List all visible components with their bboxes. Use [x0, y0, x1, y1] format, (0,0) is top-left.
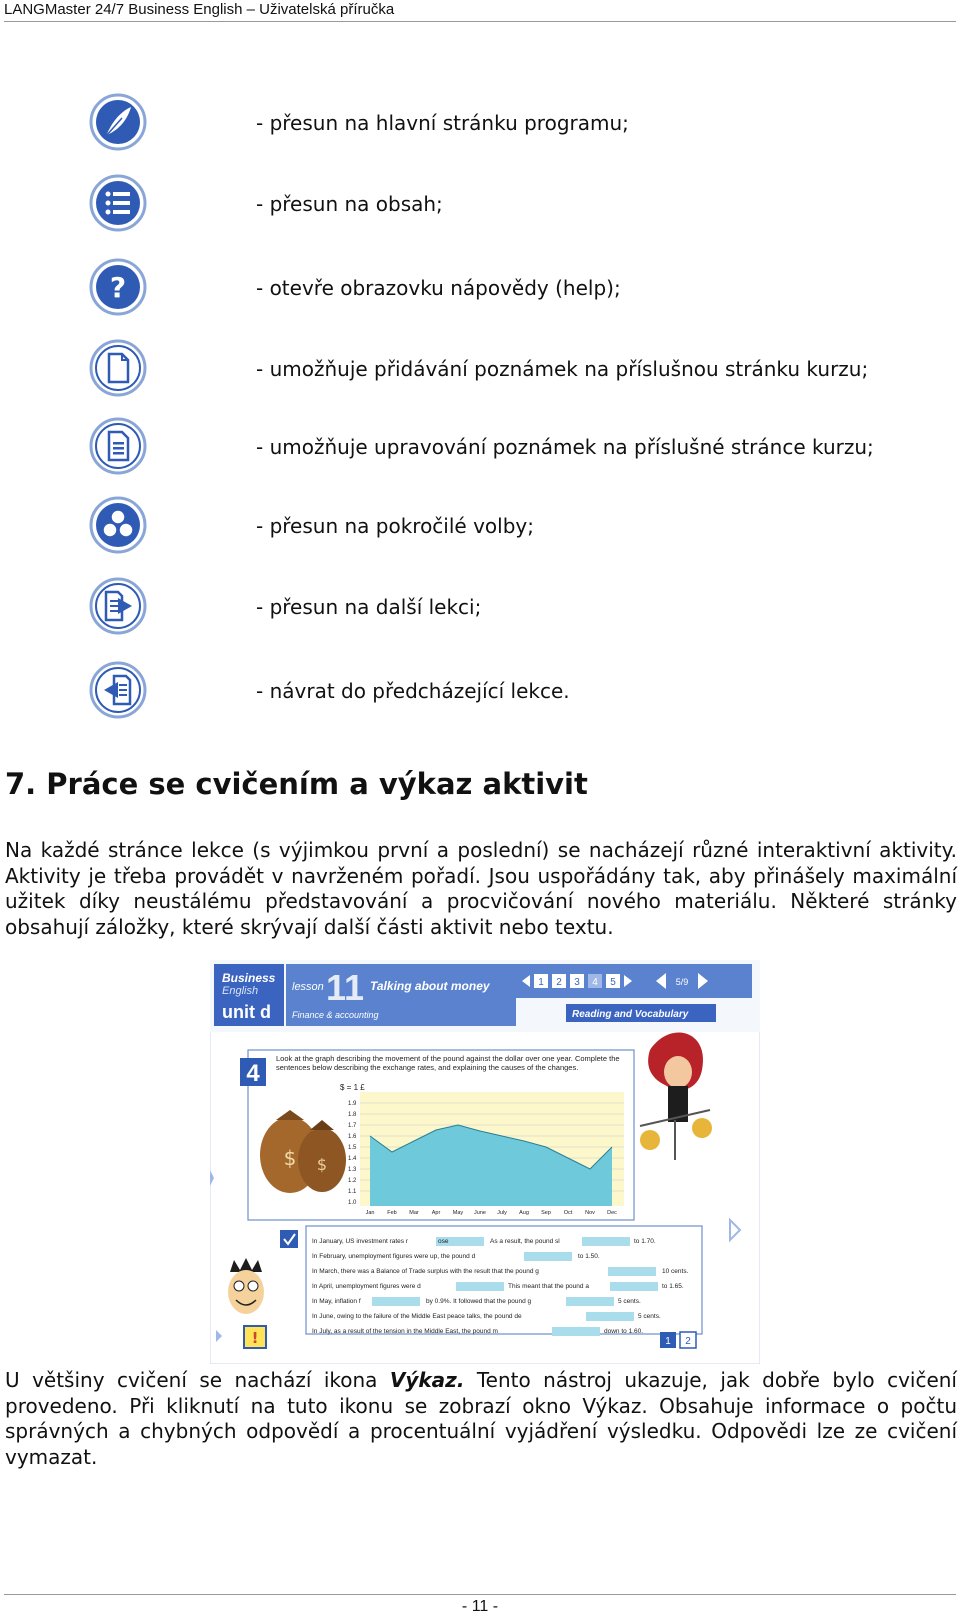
sentence-5: In May, inflation f — [312, 1298, 361, 1305]
icon-desc: - otevře obrazovku nápovědy (help); — [256, 276, 621, 300]
header-title: LANGMaster 24/7 Business English – Uživatelská příručka — [4, 1, 395, 18]
sentence-4-mid: This meant that the pound a — [508, 1283, 589, 1290]
tab-label: 1 — [665, 1336, 671, 1347]
ytick: 1.0 — [348, 1200, 357, 1206]
edit-note-icon[interactable] — [88, 416, 148, 476]
xtick: Feb — [387, 1210, 397, 1216]
xtick: Oct — [563, 1210, 573, 1216]
sentence-3-blank[interactable] — [608, 1267, 656, 1276]
xtick: Nov — [585, 1210, 595, 1216]
icon-desc: - umožňuje přidávání poznámek na příslušnou stránku kurzu; — [256, 357, 869, 381]
check-answers-button[interactable] — [280, 1230, 298, 1248]
xtick: Aug — [519, 1210, 529, 1216]
xtick: Mar — [409, 1210, 419, 1216]
lesson-screenshot — [210, 960, 760, 1364]
ytick: 1.3 — [348, 1167, 357, 1173]
sentence-3-end: 10 cents. — [662, 1268, 689, 1275]
page-label: 1 — [538, 977, 544, 988]
page-label: 5 — [610, 977, 616, 988]
sentence-1-fill[interactable]: ose — [438, 1238, 449, 1245]
sentence-1-mid: As a result, the pound sl — [490, 1238, 560, 1245]
cartoon-face-illustration — [228, 1258, 264, 1314]
icon-row-add-note — [88, 338, 948, 398]
sentence-5-blank-2[interactable] — [566, 1297, 614, 1306]
advanced-options-icon[interactable] — [88, 495, 148, 555]
icon-desc: - přesun na hlavní stránku programu; — [256, 111, 629, 135]
xtick: Apr — [431, 1210, 441, 1216]
sentence-1-blank[interactable] — [582, 1237, 630, 1246]
outro-after: Tento nástroj ukazuje, jak dobře bylo cvičení provedeno. Při kliknutí na tuto ikonu se zobrazí okno Výkaz. Obsahuje informace o počtu správných a chybných odpovědí a procentuální vyjádření výsledku. Odpovědi lze ze cvičení vymazat. — [5, 1368, 957, 1469]
svg-text:?: ? — [109, 271, 127, 304]
icon-desc: - přesun na obsah; — [256, 192, 443, 216]
lesson-number: 11 — [326, 967, 365, 1008]
sentence-4: In April, unemployment figures were d — [312, 1283, 421, 1290]
lesson-title: Talking about money — [370, 979, 490, 993]
sentence-4-blank[interactable] — [456, 1282, 504, 1291]
icon-row-previous — [88, 660, 948, 720]
brand-line1: Business — [222, 971, 276, 985]
icon-desc: - přesun na pokročilé volby; — [256, 514, 534, 538]
sentence-4-blank-2[interactable] — [610, 1282, 658, 1291]
page-label: 4 — [592, 977, 598, 988]
chart-ylabel: $ = 1 £ — [340, 1083, 365, 1092]
icon-row-options — [88, 495, 948, 555]
previous-lesson-icon[interactable] — [88, 660, 148, 720]
lesson-label: lesson — [292, 981, 324, 993]
sentence-2-end: to 1.50. — [578, 1253, 600, 1260]
ytick: 1.7 — [348, 1123, 357, 1129]
icon-row-next — [88, 576, 948, 636]
sentence-3: In March, there was a Balance of Trade surplus with the result that the pound g — [312, 1268, 539, 1275]
unit-label: unit d — [222, 1002, 271, 1022]
home-feather-icon[interactable] — [88, 92, 148, 152]
ytick: 1.4 — [348, 1156, 357, 1162]
icon-row-home — [88, 92, 948, 152]
xtick: Sep — [541, 1210, 551, 1216]
sentence-7-end: down to 1.60. — [604, 1328, 644, 1335]
icon-desc: - umožňuje upravování poznámek na příslušné stránce kurzu; — [256, 435, 874, 459]
sentence-1-end: to 1.70. — [634, 1238, 656, 1245]
page-number: - 11 - — [461, 1598, 499, 1615]
sentence-4-end: to 1.65. — [662, 1283, 684, 1290]
ytick: 1.9 — [348, 1101, 357, 1107]
page-label: 3 — [574, 977, 580, 988]
icon-desc: - návrat do předcházející lekce. — [256, 679, 570, 703]
sentence-5-mid: by 0.9%. It followed that the pound g — [426, 1298, 532, 1305]
sentence-7: In July, as a result of the tension in the Middle East, the pound m — [312, 1328, 498, 1335]
sentence-1: In January, US investment rates r — [312, 1238, 408, 1245]
xtick: Dec — [607, 1210, 617, 1216]
page-header — [4, 0, 956, 22]
xtick: May — [452, 1210, 464, 1216]
outro-bold: Výkaz. — [389, 1368, 465, 1392]
ytick: 1.8 — [348, 1112, 357, 1118]
ytick: 1.6 — [348, 1134, 357, 1140]
add-note-icon[interactable] — [88, 338, 148, 398]
xtick: Jan — [365, 1210, 375, 1216]
contents-list-icon[interactable] — [88, 173, 148, 233]
outro-before: U většiny cvičení se nachází ikona — [5, 1368, 390, 1392]
next-lesson-icon[interactable] — [88, 576, 148, 636]
outro-paragraph — [5, 1368, 957, 1470]
ytick: 1.2 — [348, 1178, 357, 1184]
section-label: Reading and Vocabulary — [572, 1009, 689, 1020]
icon-row-contents — [88, 173, 948, 233]
help-question-icon[interactable] — [88, 257, 148, 317]
xtick: July — [497, 1210, 507, 1216]
page-buttons — [534, 974, 620, 988]
sentence-5-end: 5 cents. — [618, 1298, 641, 1305]
sentence-6-end: 5 cents. — [638, 1313, 661, 1320]
sentence-2: In February, unemployment figures were up, the pound d — [312, 1253, 476, 1260]
icon-desc: - přesun na další lekci; — [256, 595, 482, 619]
report-icon: ! — [251, 1329, 259, 1347]
sentence-2-blank[interactable] — [524, 1252, 572, 1261]
sentence-6: In June, owing to the failure of the Middle East peace talks, the pound de — [312, 1313, 522, 1320]
sentence-5-blank[interactable] — [372, 1297, 420, 1306]
instruction-box — [276, 1054, 630, 1086]
icon-row-edit-note — [88, 416, 948, 476]
svg-text:$: $ — [283, 1146, 297, 1170]
tab-label: 2 — [685, 1336, 691, 1347]
page-counter: 5/9 — [675, 977, 689, 987]
exercise-number: 4 — [246, 1060, 260, 1087]
lesson-subtitle: Finance & accounting — [292, 1010, 379, 1020]
sentence-6-blank[interactable] — [586, 1312, 634, 1321]
brand-line2: English — [222, 985, 259, 997]
icon-row-help — [88, 257, 948, 317]
section-intro: Na každé stránce lekce (s výjimkou první a poslední) se nacházejí různé interaktivní aktivity. Aktivity je třeba provádět v navrženém pořadí. Jsou uspořádány tak, aby přinášely maximální užitek díky neustálému představování a procvičování nového materiálu. Některé stránky obsahují záložky, které skrývají další části aktivit nebo textu. — [5, 838, 957, 939]
ytick: 1.5 — [348, 1145, 357, 1151]
sentence-7-blank[interactable] — [552, 1327, 600, 1336]
page-footer — [4, 1594, 956, 1619]
page-label: 2 — [556, 977, 562, 988]
ytick: 1.1 — [348, 1189, 357, 1195]
section-heading: 7. Práce se cvičením a výkaz aktivit — [5, 767, 588, 801]
instruction-text: Look at the graph describing the movement of the pound against the dollar over one year. Complete the sentences below describing the exchange rates, and explaining the causes of the changes. — [276, 1054, 620, 1072]
svg-text:$: $ — [316, 1155, 328, 1174]
xtick: June — [474, 1210, 486, 1216]
